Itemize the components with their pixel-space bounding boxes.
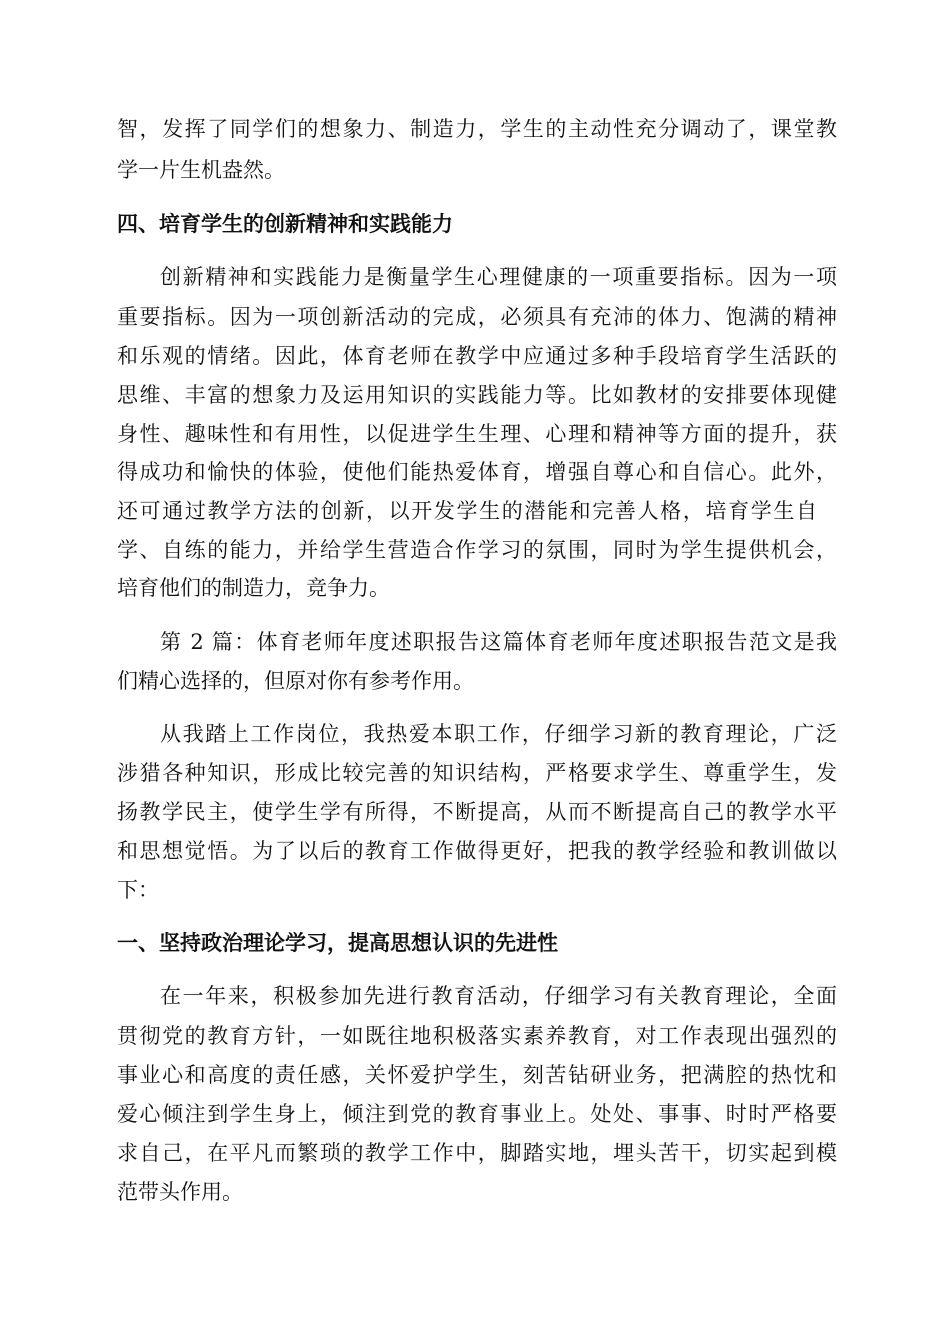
section-heading: 四、培育学生的创新精神和实践能力 (117, 212, 453, 236)
paragraph-line: 涉猎各种知识，形成比较完善的知识结构，严格要求学生、尊重学生，发 (117, 761, 837, 785)
paragraph-line: 范带头作用。 (117, 1180, 243, 1204)
paragraph-line: 们精心选择的，但原对你有参考作用。 (117, 669, 474, 693)
paragraph-line: 事业心和高度的责任感，关怀爱护学生，刻苦钻研业务，把满腔的热忱和 (117, 1063, 837, 1087)
paragraph-line: 和乐观的情绪。因此，体育老师在教学中应通过多种手段培育学生活跃的 (117, 344, 837, 368)
paragraph-line: 扬教学民主，使学生学有所得，不断提高，从而不断提高自己的教学水平 (117, 800, 837, 824)
paragraph-line: 从我踏上工作岗位，我热爱本职工作，仔细学习新的教育理论，广泛 (160, 722, 837, 746)
paragraph-line: 思维、丰富的想象力及运用知识的实践能力等。比如教材的安排要体现健 (117, 383, 837, 407)
paragraph-line: 创新精神和实践能力是衡量学生心理健康的一项重要指标。因为一项 (160, 265, 837, 289)
paragraph-line: 学一片生机盎然。 (117, 158, 285, 182)
section-heading: 一、坚持政治理论学习，提高思想认识的先进性 (117, 931, 558, 955)
paragraph-line: 学、自练的能力，并给学生营造合作学习的氛围，同时为学生提供机会， (117, 538, 837, 562)
paragraph-line: 得成功和愉快的体验，使他们能热爱体育，增强自尊心和自信心。此外， (117, 460, 837, 484)
paragraph-line: 身性、趣味性和有用性，以促进学生生理、心理和精神等方面的提升，获 (117, 422, 837, 446)
paragraph-line: 爱心倾注到学生身上，倾注到党的教育事业上。处处、事事、时时严格要 (117, 1102, 837, 1126)
paragraph-line: 培育他们的制造力，竞争力。 (117, 576, 390, 600)
paragraph-line: 求自己，在平凡而繁琐的教学工作中，脚踏实地，埋头苦干，切实起到模 (117, 1141, 837, 1165)
paragraph-line: 重要指标。因为一项创新活动的完成，必须具有充沛的体力、饱满的精神 (117, 305, 837, 329)
paragraph-line: 第 2 篇：体育老师年度述职报告这篇体育老师年度述职报告范文是我 (160, 630, 837, 654)
paragraph-line: 贯彻党的教育方针，一如既往地积极落实素养教育，对工作表现出强烈的 (117, 1024, 837, 1048)
paragraph-line: 还可通过教学方法的创新，以开发学生的潜能和完善人格，培育学生自 (117, 499, 817, 523)
paragraph-line: 下： (117, 878, 159, 902)
paragraph-line: 在一年来，积极参加先进行教育活动，仔细学习有关教育理论，全面 (160, 984, 837, 1008)
paragraph-line: 智，发挥了同学们的想象力、制造力，学生的主动性充分调动了，课堂教 (117, 117, 837, 141)
paragraph-line: 和思想觉悟。为了以后的教育工作做得更好，把我的教学经验和教训做以 (117, 839, 837, 863)
